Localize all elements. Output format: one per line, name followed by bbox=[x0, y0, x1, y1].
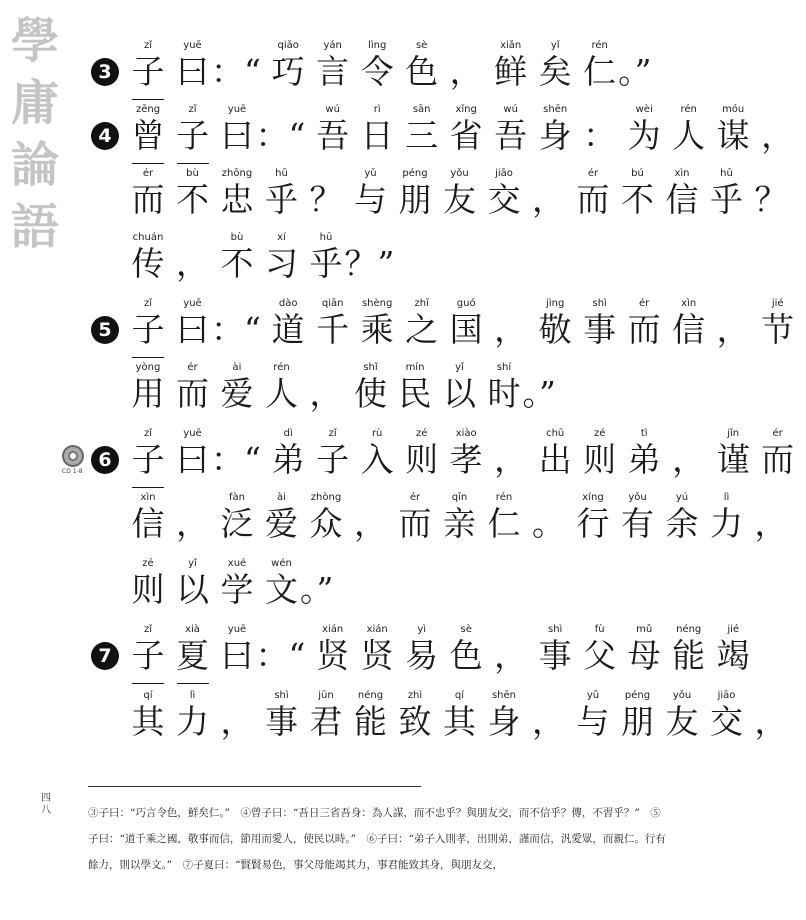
title-char-1: 學 bbox=[10, 13, 59, 69]
text-line bbox=[0, 558, 691, 620]
pinyin: jiāo bbox=[717, 690, 736, 701]
pinyin: yǐ bbox=[550, 40, 560, 51]
pinyin: zhòng bbox=[310, 492, 342, 503]
hanzi: 而 bbox=[131, 180, 165, 219]
pinyin: rén bbox=[591, 40, 608, 51]
pinyin: shēn bbox=[543, 104, 568, 115]
hanzi: 信 bbox=[131, 504, 165, 543]
pinyin: yuē bbox=[183, 40, 202, 51]
punctuation-mark: ， bbox=[494, 440, 528, 479]
hanzi: 仁 bbox=[487, 504, 521, 543]
pinyin: qiān bbox=[321, 298, 344, 309]
pinyin: zhōng bbox=[221, 168, 253, 179]
pinyin: zǐ bbox=[143, 624, 153, 635]
pinyin: guó bbox=[456, 298, 476, 309]
hanzi: 而 bbox=[176, 374, 209, 413]
hanzi: 三 bbox=[405, 116, 439, 155]
hanzi: 曰 bbox=[176, 440, 209, 479]
hanzi: 入 bbox=[360, 440, 394, 479]
pinyin: rén bbox=[273, 362, 290, 373]
punctuation-mark: ， bbox=[449, 52, 483, 91]
pinyin: ér bbox=[587, 168, 599, 179]
hanzi: 日 bbox=[360, 116, 394, 155]
hanzi: 节 bbox=[761, 310, 795, 349]
pinyin: xué bbox=[227, 558, 247, 569]
hanzi: 言 bbox=[316, 52, 350, 91]
punctuation-mark: ：“ bbox=[211, 310, 261, 349]
pinyin: zé bbox=[415, 428, 428, 439]
hanzi: 信 bbox=[672, 310, 706, 349]
text-line bbox=[0, 232, 691, 294]
pinyin: wèi bbox=[635, 104, 653, 115]
pinyin: lì bbox=[189, 690, 196, 701]
pinyin: yǒu bbox=[450, 168, 469, 179]
hanzi: 鲜 bbox=[494, 52, 528, 91]
pinyin: yǐ bbox=[188, 558, 197, 569]
pinyin: zǐ bbox=[328, 428, 337, 439]
punctuation-mark: ： bbox=[583, 116, 617, 155]
pinyin: jūn bbox=[318, 690, 334, 701]
pinyin: mǔ bbox=[636, 624, 653, 635]
passage-number-badge: 3 bbox=[91, 58, 119, 86]
pinyin: dì bbox=[283, 428, 293, 439]
pinyin: ài bbox=[277, 492, 286, 503]
pinyin: yǒu bbox=[628, 492, 647, 503]
hanzi: 子 bbox=[128, 308, 168, 352]
hanzi: 令 bbox=[360, 52, 394, 91]
pinyin: ér bbox=[639, 298, 650, 309]
pinyin: shèng bbox=[361, 298, 393, 309]
hanzi: 与 bbox=[354, 180, 387, 219]
pinyin: yú bbox=[675, 492, 689, 503]
hanzi: 不 bbox=[621, 180, 654, 219]
hanzi: 事 bbox=[538, 636, 572, 675]
pinyin: yǒu bbox=[672, 690, 692, 701]
pinyin: shì bbox=[548, 624, 563, 635]
pinyin: shǐ bbox=[363, 362, 378, 373]
pinyin: ér bbox=[409, 492, 421, 503]
pinyin: móu bbox=[722, 104, 745, 115]
punctuation-mark: ？” bbox=[344, 244, 395, 283]
hanzi: 则 bbox=[405, 440, 439, 479]
hanzi: 子 bbox=[128, 438, 168, 482]
hanzi: 则 bbox=[583, 440, 617, 479]
hanzi: 事 bbox=[265, 702, 298, 741]
pinyin: bú bbox=[631, 168, 644, 179]
pinyin: hū bbox=[319, 232, 333, 243]
hanzi: 泛 bbox=[220, 504, 254, 543]
pinyin: yòng bbox=[135, 362, 161, 373]
pinyin: dào bbox=[278, 298, 298, 309]
pinyin: jié bbox=[771, 298, 784, 309]
hanzi: 母 bbox=[627, 636, 661, 675]
pinyin: xìn bbox=[681, 298, 697, 309]
punctuation-mark: 。” bbox=[618, 52, 652, 91]
pinyin: rù bbox=[371, 428, 383, 439]
pinyin: péng bbox=[624, 690, 651, 701]
punctuation-mark: ：“ bbox=[211, 52, 261, 91]
hanzi: 色 bbox=[405, 52, 439, 91]
pinyin: néng bbox=[357, 690, 384, 701]
hanzi: 余 bbox=[665, 504, 699, 543]
hanzi: 省 bbox=[449, 116, 483, 155]
pinyin: yǔ bbox=[586, 690, 600, 701]
punctuation-mark: ， bbox=[716, 310, 750, 349]
pinyin: hū bbox=[720, 168, 733, 179]
passage-number-badge: 4 bbox=[91, 122, 119, 150]
title-char-2: 庸 bbox=[10, 75, 59, 131]
pinyin: péng bbox=[402, 168, 428, 179]
punctuation-mark: ：“ bbox=[255, 116, 306, 155]
punctuation-mark: ：“ bbox=[211, 440, 261, 479]
pinyin: yuē bbox=[183, 298, 202, 309]
pinyin: rén bbox=[680, 104, 697, 115]
hanzi: 信 bbox=[665, 180, 699, 219]
pinyin: zé bbox=[142, 558, 154, 569]
pinyin: xìn bbox=[674, 168, 690, 179]
pinyin: ér bbox=[142, 168, 154, 179]
pinyin: xián bbox=[322, 624, 344, 635]
text-line bbox=[0, 362, 691, 424]
pinyin: sè bbox=[460, 624, 472, 635]
pinyin: yǐ bbox=[455, 362, 464, 373]
hanzi: 致 bbox=[398, 702, 432, 741]
pinyin: jǐn bbox=[727, 428, 740, 439]
hanzi: 敬 bbox=[538, 310, 572, 349]
pinyin: shì bbox=[592, 298, 607, 309]
hanzi: 行 bbox=[576, 504, 610, 543]
pinyin: xǐng bbox=[455, 104, 477, 115]
punctuation-mark: ， bbox=[176, 504, 209, 543]
hanzi: 力 bbox=[176, 702, 209, 741]
hanzi: 弟 bbox=[271, 440, 305, 479]
text-line bbox=[0, 428, 795, 490]
hanzi: 而 bbox=[761, 440, 795, 479]
pinyin: zǐ bbox=[143, 40, 153, 51]
hanzi: 传 bbox=[131, 244, 165, 283]
hanzi: 其 bbox=[131, 702, 165, 741]
hanzi: 巧 bbox=[271, 52, 305, 91]
hanzi: 有 bbox=[621, 504, 654, 543]
hanzi: 忠 bbox=[220, 180, 254, 219]
hanzi: 仁 bbox=[583, 52, 617, 91]
punctuation-mark: ？ bbox=[754, 180, 788, 219]
pinyin: néng bbox=[676, 624, 702, 635]
hanzi: 身 bbox=[487, 702, 521, 741]
hanzi: 曾 bbox=[128, 114, 168, 158]
hanzi: 习 bbox=[265, 244, 298, 283]
pinyin: zǐ bbox=[143, 298, 153, 309]
punctuation-mark: 。 bbox=[532, 504, 565, 543]
punctuation-mark: ：“ bbox=[255, 636, 306, 675]
punctuation-mark: ， bbox=[354, 504, 387, 543]
hanzi: 矣 bbox=[538, 52, 572, 91]
pinyin: wén bbox=[271, 558, 292, 569]
hanzi: 以 bbox=[443, 374, 476, 413]
pinyin: zēng bbox=[135, 104, 161, 115]
hanzi: 以 bbox=[176, 570, 209, 609]
passage-number-badge: 7 bbox=[91, 642, 119, 670]
pinyin: xìn bbox=[140, 492, 156, 503]
text-line bbox=[0, 690, 788, 752]
hanzi: 事 bbox=[583, 310, 617, 349]
punctuation-mark: ， bbox=[309, 374, 343, 413]
pinyin: jié bbox=[727, 624, 740, 635]
hanzi: 身 bbox=[538, 116, 572, 155]
hanzi: 谨 bbox=[716, 440, 750, 479]
text-line bbox=[0, 492, 788, 554]
pinyin: sè bbox=[415, 40, 428, 51]
title-char-4: 語 bbox=[10, 199, 59, 255]
hanzi: 谋 bbox=[716, 116, 750, 155]
pinyin: xiǎn bbox=[500, 40, 522, 51]
pinyin: zhì bbox=[407, 690, 423, 701]
pinyin: yì bbox=[417, 624, 427, 635]
hanzi: 不 bbox=[176, 180, 209, 219]
hanzi: 其 bbox=[443, 702, 476, 741]
pinyin: ér bbox=[187, 362, 198, 373]
pinyin: fù bbox=[594, 624, 605, 635]
hanzi: 君 bbox=[309, 702, 343, 741]
hanzi: 子 bbox=[128, 50, 168, 94]
footnote-divider bbox=[88, 786, 421, 787]
hanzi: 吾 bbox=[494, 116, 528, 155]
hanzi: 亲 bbox=[443, 504, 476, 543]
pinyin: bù bbox=[186, 168, 199, 179]
pinyin: xí bbox=[277, 232, 286, 243]
pinyin: hū bbox=[275, 168, 288, 179]
punctuation-mark: 。” bbox=[522, 374, 556, 413]
pinyin: rì bbox=[373, 104, 381, 115]
page-number: 四八 bbox=[41, 793, 51, 816]
pinyin: zǐ bbox=[188, 104, 197, 115]
pinyin: shí bbox=[496, 362, 512, 373]
punctuation-mark: ， bbox=[220, 702, 254, 741]
hanzi: 曰 bbox=[220, 116, 254, 155]
hanzi: 友 bbox=[443, 180, 476, 219]
punctuation-mark: ， bbox=[494, 636, 528, 675]
punctuation-mark: ， bbox=[761, 116, 795, 155]
hanzi: 与 bbox=[576, 702, 610, 741]
hanzi: 友 bbox=[665, 702, 699, 741]
pinyin: bù bbox=[230, 232, 244, 243]
hanzi: 学 bbox=[220, 570, 254, 609]
text-line bbox=[0, 104, 795, 166]
hanzi: 曰 bbox=[220, 636, 254, 675]
hanzi: 夏 bbox=[173, 634, 213, 678]
text-line bbox=[0, 40, 691, 102]
pinyin: yán bbox=[323, 40, 342, 51]
hanzi: 出 bbox=[538, 440, 572, 479]
pinyin: chuán bbox=[132, 232, 164, 243]
hanzi: 为 bbox=[627, 116, 661, 155]
text-line bbox=[0, 168, 788, 230]
pinyin: lì bbox=[723, 492, 730, 503]
hanzi: 乘 bbox=[360, 310, 394, 349]
hanzi: 曰 bbox=[176, 310, 209, 349]
title-char-3: 論 bbox=[10, 137, 59, 193]
punctuation-mark: ， bbox=[754, 504, 788, 543]
pinyin: fàn bbox=[229, 492, 245, 503]
pinyin: mín bbox=[405, 362, 425, 373]
punctuation-mark: ， bbox=[672, 440, 706, 479]
pinyin: xià bbox=[185, 624, 200, 635]
pinyin: yǔ bbox=[364, 168, 377, 179]
hanzi: 道 bbox=[271, 310, 305, 349]
pinyin: chū bbox=[546, 428, 565, 439]
hanzi: 能 bbox=[672, 636, 706, 675]
punctuation-mark: ， bbox=[494, 310, 528, 349]
hanzi: 力 bbox=[710, 504, 743, 543]
pinyin: ài bbox=[232, 362, 242, 373]
hanzi: 千 bbox=[316, 310, 350, 349]
hanzi: 使 bbox=[354, 374, 387, 413]
text-line bbox=[0, 624, 750, 686]
pinyin: tì bbox=[640, 428, 648, 439]
hanzi: 色 bbox=[449, 636, 483, 675]
punctuation-mark: ？ bbox=[309, 180, 343, 219]
punctuation-mark: 。” bbox=[300, 570, 334, 609]
hanzi: 之 bbox=[405, 310, 439, 349]
pinyin: wú bbox=[325, 104, 340, 115]
pinyin: rén bbox=[495, 492, 513, 503]
pinyin: qīn bbox=[451, 492, 468, 503]
cd-track-label: CD 1-8 bbox=[62, 468, 83, 475]
punctuation-mark: ， bbox=[754, 702, 788, 741]
hanzi: 用 bbox=[131, 374, 165, 413]
hanzi: 吾 bbox=[316, 116, 350, 155]
hanzi: 不 bbox=[220, 244, 254, 283]
hanzi: 人 bbox=[265, 374, 298, 413]
pinyin: qí bbox=[143, 690, 153, 701]
pinyin: shēn bbox=[491, 690, 517, 701]
hanzi: 爱 bbox=[265, 504, 298, 543]
hanzi: 乎 bbox=[710, 180, 743, 219]
hanzi: 孝 bbox=[449, 440, 483, 479]
pinyin: qiǎo bbox=[277, 40, 299, 51]
text-line bbox=[0, 298, 795, 360]
pinyin: xíng bbox=[582, 492, 604, 503]
hanzi: 朋 bbox=[621, 702, 654, 741]
pinyin: yuē bbox=[227, 624, 247, 635]
hanzi: 子 bbox=[173, 114, 213, 158]
hanzi: 贤 bbox=[316, 636, 350, 675]
hanzi: 而 bbox=[627, 310, 661, 349]
pinyin: shì bbox=[274, 690, 289, 701]
hanzi: 众 bbox=[309, 504, 343, 543]
pinyin: lìng bbox=[368, 40, 387, 51]
hanzi: 而 bbox=[576, 180, 610, 219]
punctuation-mark: ， bbox=[532, 180, 565, 219]
hanzi: 国 bbox=[449, 310, 483, 349]
pinyin: jìng bbox=[546, 298, 565, 309]
hanzi: 贤 bbox=[360, 636, 394, 675]
hanzi: 能 bbox=[354, 702, 387, 741]
hanzi: 民 bbox=[398, 374, 432, 413]
hanzi: 竭 bbox=[716, 636, 750, 675]
passage-number-badge: 6 bbox=[91, 446, 119, 474]
pinyin: xián bbox=[366, 624, 388, 635]
hanzi: 子 bbox=[316, 440, 350, 479]
punctuation-mark: ， bbox=[532, 702, 565, 741]
pinyin: zǐ bbox=[143, 428, 153, 439]
pinyin: zhī bbox=[414, 298, 429, 309]
hanzi: 乎 bbox=[265, 180, 298, 219]
hanzi: 人 bbox=[672, 116, 706, 155]
hanzi: 交 bbox=[487, 180, 521, 219]
hanzi: 文 bbox=[265, 570, 298, 609]
hanzi: 易 bbox=[405, 636, 439, 675]
hanzi: 父 bbox=[583, 636, 617, 675]
punctuation-mark: ， bbox=[176, 244, 209, 283]
hanzi: 时 bbox=[487, 374, 521, 413]
hanzi: 弟 bbox=[627, 440, 661, 479]
pinyin: ér bbox=[772, 428, 783, 439]
hanzi: 子 bbox=[128, 634, 168, 678]
pinyin: xiào bbox=[455, 428, 477, 439]
hanzi: 则 bbox=[131, 570, 165, 609]
hanzi: 爱 bbox=[220, 374, 254, 413]
footnote-traditional-text: ③子曰：“巧言令色，鮮矣仁。” ④曾子曰：“吾日三省吾身：為人謀，而不忠乎？與朋友交，而不信乎？傳，不習乎？” ⑤子曰：“道千乘之國，敬事而信，節用而愛人，使民以時。” ⑥子曰：“弟子入則孝，出則弟，謹而信，汎愛眾，而親仁。行有餘力，則以學文。” ⑦子夏曰：“賢賢易色，事父母能竭其力，事君能致其身，與朋友交， bbox=[88, 807, 666, 871]
pinyin: qí bbox=[454, 690, 465, 701]
hanzi: 曰 bbox=[176, 52, 209, 91]
pinyin: jiāo bbox=[495, 168, 513, 179]
hanzi: 交 bbox=[710, 702, 743, 741]
hanzi: 乎 bbox=[309, 244, 343, 283]
hanzi: 朋 bbox=[398, 180, 432, 219]
pinyin: yuē bbox=[227, 104, 247, 115]
passage-number-badge: 5 bbox=[91, 316, 119, 344]
pinyin: zé bbox=[593, 428, 606, 439]
hanzi: 而 bbox=[398, 504, 432, 543]
pinyin: sān bbox=[412, 104, 431, 115]
pinyin: wú bbox=[503, 104, 518, 115]
pinyin: yuē bbox=[183, 428, 202, 439]
